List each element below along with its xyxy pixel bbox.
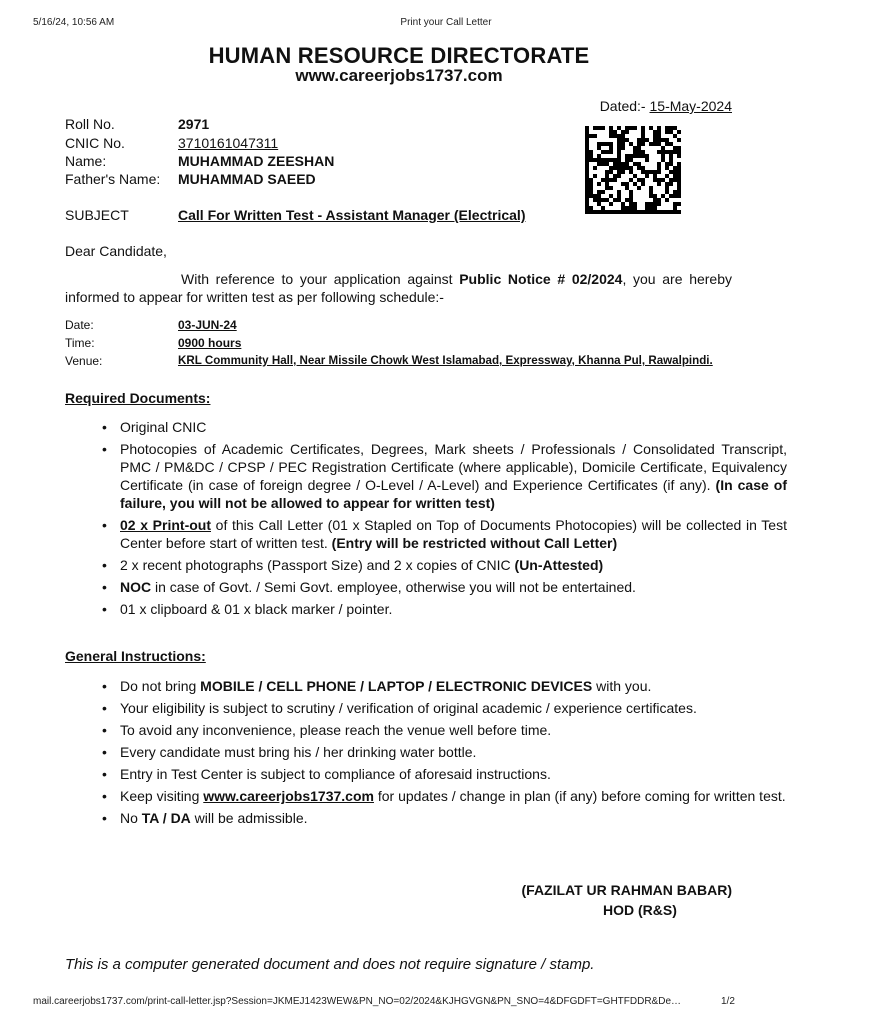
barcode-image bbox=[585, 125, 681, 215]
list-item bbox=[120, 743, 787, 761]
website-link[interactable]: www.careerjobs1737.com bbox=[203, 788, 374, 804]
greeting: Dear Candidate, bbox=[65, 243, 167, 259]
list-item bbox=[120, 809, 787, 827]
roll-value: 2971 bbox=[178, 116, 210, 132]
schedule-venue-value: KRL Community Hall, Near Missile Chowk West Islamabad, Expressway, Khanna Pul, Rawalpindi. bbox=[178, 354, 713, 367]
father-label: Father's Name: bbox=[65, 171, 161, 187]
list-item-text: with you. bbox=[592, 678, 652, 694]
schedule-date-label: Date: bbox=[65, 318, 94, 332]
list-item bbox=[120, 721, 787, 739]
dated-line bbox=[600, 98, 732, 114]
list-item-text: Your eligibility is subject to scrutiny / verification of original academic / experience certificates. bbox=[120, 700, 697, 716]
signatory-designation: HOD (R&S) bbox=[603, 902, 677, 918]
dated-label: Dated:- bbox=[599, 98, 650, 114]
schedule-date-value: 03-JUN-24 bbox=[178, 318, 237, 332]
list-item-text: Photocopies of Academic Certificates, Degrees, Mark sheets / Professionals / Consolidated Transcript, PMC / PM&DC / CPSP / PEC Registration Certificate (where applicable), Domicile Certificate, Equivalency Certificate (in case of foreign degree / O-Level / A-Level) and Experience Certificates (if any). bbox=[120, 441, 787, 493]
list-item-text: To avoid any inconvenience, please reach the venue well before time. bbox=[120, 722, 552, 738]
required-docs-list bbox=[65, 418, 787, 622]
schedule-venue-label: Venue: bbox=[65, 354, 103, 368]
list-item-text: Keep visiting bbox=[120, 788, 204, 804]
org-title: HUMAN RESOURCE DIRECTORATE bbox=[208, 43, 590, 68]
list-item-bold: 02 x Print-out bbox=[120, 517, 211, 533]
list-item bbox=[120, 556, 787, 574]
print-page-number: 1/2 bbox=[721, 996, 735, 1007]
intro-text-2: , you are hereby informed to appear for written test as per following schedule:- bbox=[65, 271, 732, 305]
signatory-name: (FAZILAT UR RAHMAN BABAR) bbox=[521, 882, 732, 898]
subject-label: SUBJECT bbox=[65, 207, 129, 223]
cnic-value: 3710161047311 bbox=[178, 135, 279, 151]
print-url: mail.careerjobs1737.com/print-call-letter.jsp?Session=JKMEJ1423WEW&PN_NO=02/2024&KJHGVGN&PN_SNO=4&DFGDFT=GHTFDDR&De… bbox=[33, 996, 682, 1007]
name-label: Name: bbox=[65, 153, 107, 169]
list-item-text: for updates / change in plan (if any) before coming for written test. bbox=[373, 788, 786, 804]
list-item bbox=[120, 765, 787, 783]
list-item-bold: (In case of failure, you will not be allowed to appear for written test) bbox=[120, 477, 788, 511]
list-item bbox=[120, 600, 787, 618]
father-value: MUHAMMAD SAEED bbox=[178, 171, 316, 187]
list-item-text: Do not bring bbox=[120, 678, 201, 694]
list-item bbox=[120, 578, 787, 596]
computer-generated-note: This is a computer generated document and does not require signature / stamp. bbox=[65, 956, 595, 973]
list-item-bold: MOBILE / CELL PHONE / LAPTOP / ELECTRONIC DEVICES bbox=[200, 678, 593, 694]
list-item-text: No bbox=[120, 810, 142, 826]
name-value: MUHAMMAD ZEESHAN bbox=[178, 153, 335, 169]
list-item bbox=[120, 699, 787, 717]
schedule-time-label: Time: bbox=[65, 336, 95, 350]
list-item-text: Every candidate must bring his / her drinking water bottle. bbox=[120, 744, 477, 760]
list-item-text: will be admissible. bbox=[190, 810, 308, 826]
list-item-text: in case of Govt. / Semi Govt. employee, otherwise you will not be entertained. bbox=[151, 579, 636, 595]
list-item-text: 2 x recent photographs (Passport Size) and 2 x copies of CNIC bbox=[120, 557, 515, 573]
list-item bbox=[120, 516, 787, 552]
print-datetime: 5/16/24, 10:56 AM bbox=[33, 17, 115, 28]
print-page-title: Print your Call Letter bbox=[400, 17, 492, 28]
list-item-text: of this Call Letter (01 x Stapled on Top of Documents Photocopies) will be collected in Test Center before start of written test. bbox=[120, 517, 787, 551]
list-item bbox=[120, 787, 787, 805]
public-notice: Public Notice # 02/2024 bbox=[459, 271, 623, 287]
roll-label: Roll No. bbox=[65, 116, 115, 132]
schedule-time-value: 0900 hours bbox=[178, 336, 242, 350]
list-item bbox=[120, 440, 787, 512]
org-website: www.careerjobs1737.com bbox=[295, 66, 503, 85]
list-item-bold: TA / DA bbox=[141, 810, 191, 826]
list-item-bold: NOC bbox=[120, 579, 152, 595]
dated-value: 15-May-2024 bbox=[649, 98, 732, 114]
cnic-label: CNIC No. bbox=[65, 135, 125, 151]
list-item-text: Entry in Test Center is subject to compliance of aforesaid instructions. bbox=[120, 766, 551, 782]
list-item-text: 01 x clipboard & 01 x black marker / pointer. bbox=[120, 601, 393, 617]
list-item-bold: (Un-Attested) bbox=[514, 557, 604, 573]
intro-text-1: With reference to your application against bbox=[181, 271, 460, 287]
list-item bbox=[120, 418, 787, 436]
general-instructions-heading: General Instructions: bbox=[65, 648, 206, 664]
required-docs-heading: Required Documents: bbox=[65, 390, 211, 406]
intro-paragraph bbox=[65, 270, 732, 306]
subject-value: Call For Written Test - Assistant Manager (Electrical) bbox=[178, 207, 526, 223]
list-item-bold: (Entry will be restricted without Call Letter) bbox=[331, 535, 618, 551]
list-item-text: Original CNIC bbox=[120, 419, 207, 435]
list-item bbox=[120, 677, 787, 695]
general-instructions-list bbox=[65, 677, 787, 831]
